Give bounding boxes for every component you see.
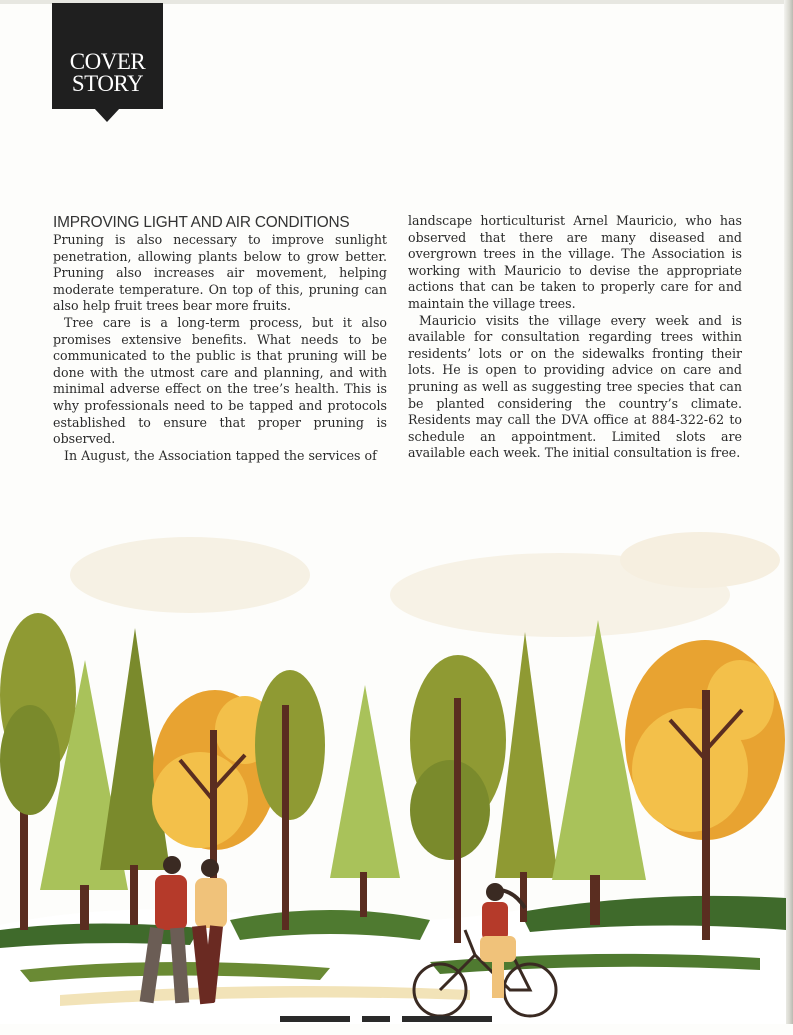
article-column-left [53, 213, 387, 464]
park-illustration-svg [0, 500, 786, 1024]
tree-trunk [454, 698, 461, 943]
tree-trunk [702, 690, 710, 940]
cover-tag-line-1: COVER [69, 49, 146, 74]
tree-trunk [360, 872, 367, 917]
cover-tag-line-2: STORY [71, 71, 144, 96]
page-footer-marks [280, 1016, 520, 1024]
tree-trunk [130, 865, 138, 925]
tree-crown [255, 670, 325, 820]
park-illustration [0, 500, 786, 1024]
paragraph: Tree care is a long-term process, but it also promises extensive benefits. What needs to be communicated to the public is that pruning will be done with the utmost care and planning, and with minimal adverse effect on the tree’s health. This is why professionals need to be tapped and protocols established to ensure that proper pruning is observed. [53, 314, 387, 447]
pine-tree [330, 685, 400, 878]
walking-couple [140, 856, 227, 1004]
tree-crown [0, 705, 60, 815]
tree-trunk [520, 872, 527, 922]
tree-crown [706, 660, 774, 740]
cloud [70, 537, 310, 613]
paragraph: landscape horticulturist Arnel Mauricio, who has observed that there are many diseased and overgrown trees in the village. The Association is working with Mauricio to devise the appropriate actions that can be taken to properly care for and maintain the village trees. [408, 213, 742, 311]
footer-mark [280, 1016, 350, 1022]
cover-story-tag [52, 3, 163, 109]
cloud [620, 532, 780, 588]
footer-mark [362, 1016, 390, 1022]
paragraph: Mauricio visits the village every week and is available for consultation regarding trees within residents’ lots or on the sidewalks fronting their lots. He is open to providing advice on care and pruning as well as suggesting tree species that can be planted considering the country’s climate. Residents may call the DVA office at 884-322-62 to schedule an appointment. Limited slots are available each week. The initial consultation is free. [408, 312, 742, 461]
section-heading: IMPROVING LIGHT AND AIR CONDITIONS [53, 214, 350, 231]
tree-trunk [282, 705, 289, 930]
tree-crown [410, 760, 490, 860]
tree-trunk [80, 885, 89, 930]
footer-mark [402, 1016, 492, 1022]
tree-trunk [590, 875, 600, 925]
paragraph: Pruning is also necessary to improve sunlight penetration, allowing plants below to grow better. Pruning also increases air movement, helping moderate temperature. On top of this, pruning can also help fruit trees bear more fruits. [53, 232, 387, 314]
article-column-right [408, 213, 742, 462]
paragraph: In August, the Association tapped the services of [64, 447, 377, 463]
